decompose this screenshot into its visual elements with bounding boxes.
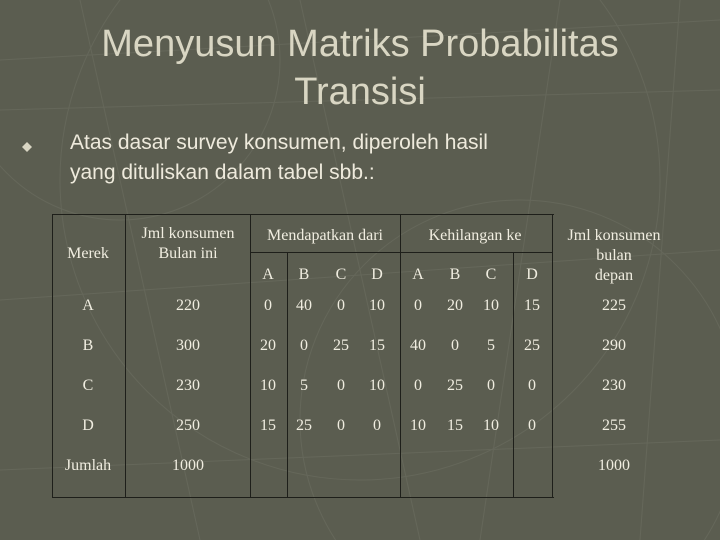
table-rule <box>552 214 553 498</box>
total-label: Jumlah <box>64 457 112 474</box>
row-loss-cell: 25 <box>447 377 463 394</box>
row-next: 230 <box>602 377 626 394</box>
row-gain-cell: 0 <box>337 417 345 434</box>
row-gain-cell: 0 <box>337 377 345 394</box>
row-loss-cell: 0 <box>451 337 459 354</box>
row-next: 290 <box>602 337 626 354</box>
header-jml-next <box>552 222 676 290</box>
header-jml-next-line2: bulan <box>596 247 632 264</box>
header-jml-now-line2: Bulan ini <box>158 245 218 262</box>
row-loss-cell: 25 <box>524 337 540 354</box>
row-gain-cell: 15 <box>260 417 276 434</box>
row-loss-cell: 0 <box>487 377 495 394</box>
row-loss-cell: 0 <box>528 417 536 434</box>
header-loss-2: C <box>485 266 497 283</box>
row-loss-cell: 10 <box>483 297 499 314</box>
table-rule <box>250 214 251 498</box>
slide-title <box>40 20 680 116</box>
header-gain-3: D <box>371 266 383 283</box>
header-mendapatkan: Mendapatkan dari <box>267 227 383 244</box>
header-gain-2: C <box>335 266 347 283</box>
row-gain-cell: 15 <box>369 337 385 354</box>
row-loss-cell: 0 <box>528 377 536 394</box>
row-gain-cell: 10 <box>260 377 276 394</box>
row-loss-cell: 10 <box>410 417 426 434</box>
row-gain-cell: 10 <box>369 297 385 314</box>
row-loss-cell: 15 <box>447 417 463 434</box>
row-gain-cell: 25 <box>333 337 349 354</box>
row-next: 225 <box>602 297 626 314</box>
row-brand: B <box>82 337 94 354</box>
row-gain-cell: 0 <box>373 417 381 434</box>
row-loss-cell: 40 <box>410 337 426 354</box>
header-gain-0: A <box>262 266 274 283</box>
header-loss-0: A <box>412 266 424 283</box>
row-brand: D <box>82 417 94 434</box>
table-rule <box>52 214 554 215</box>
table-rule <box>513 252 514 498</box>
table-rule <box>52 214 53 498</box>
row-now: 300 <box>176 337 200 354</box>
row-loss-cell: 15 <box>524 297 540 314</box>
row-gain-cell: 10 <box>369 377 385 394</box>
row-next: 255 <box>602 417 626 434</box>
row-gain-cell: 20 <box>260 337 276 354</box>
total-now: 1000 <box>172 457 204 474</box>
intro-line-2: yang dituliskan dalam tabel sbb.: <box>70 161 375 184</box>
row-gain-cell: 0 <box>300 337 308 354</box>
table-rule <box>287 252 288 498</box>
table-rule <box>250 252 552 253</box>
row-now: 250 <box>176 417 200 434</box>
intro-line-1: Atas dasar survey konsumen, diperoleh hasil <box>70 131 488 154</box>
header-loss-1: B <box>449 266 461 283</box>
header-jml-next-line3: depan <box>594 267 634 284</box>
row-now: 220 <box>176 297 200 314</box>
row-loss-cell: 20 <box>447 297 463 314</box>
header-jml-now-line1: Jml konsumen <box>141 225 235 242</box>
row-gain-cell: 25 <box>296 417 312 434</box>
table-rule <box>52 497 554 498</box>
header-loss-3: D <box>526 266 538 283</box>
title-line-2: Transisi <box>294 71 426 113</box>
row-gain-cell: 0 <box>337 297 345 314</box>
table-rule <box>400 214 401 498</box>
row-loss-cell: 5 <box>487 337 495 354</box>
row-loss-cell: 0 <box>414 297 422 314</box>
row-now: 230 <box>176 377 200 394</box>
row-loss-cell: 10 <box>483 417 499 434</box>
header-merek: Merek <box>67 245 109 262</box>
row-gain-cell: 0 <box>264 297 272 314</box>
row-gain-cell: 5 <box>300 377 308 394</box>
title-line-1: Menyusun Matriks Probabilitas <box>101 23 619 65</box>
header-gain-1: B <box>298 266 310 283</box>
total-next: 1000 <box>598 457 630 474</box>
row-brand: C <box>82 377 94 394</box>
table-rule <box>125 214 126 498</box>
header-kehilangan: Kehilangan ke <box>428 227 522 244</box>
intro-text <box>70 128 690 188</box>
header-jml-now <box>126 222 250 266</box>
row-gain-cell: 40 <box>296 297 312 314</box>
row-loss-cell: 0 <box>414 377 422 394</box>
header-jml-next-line1: Jml konsumen <box>567 227 661 244</box>
row-brand: A <box>82 297 94 314</box>
